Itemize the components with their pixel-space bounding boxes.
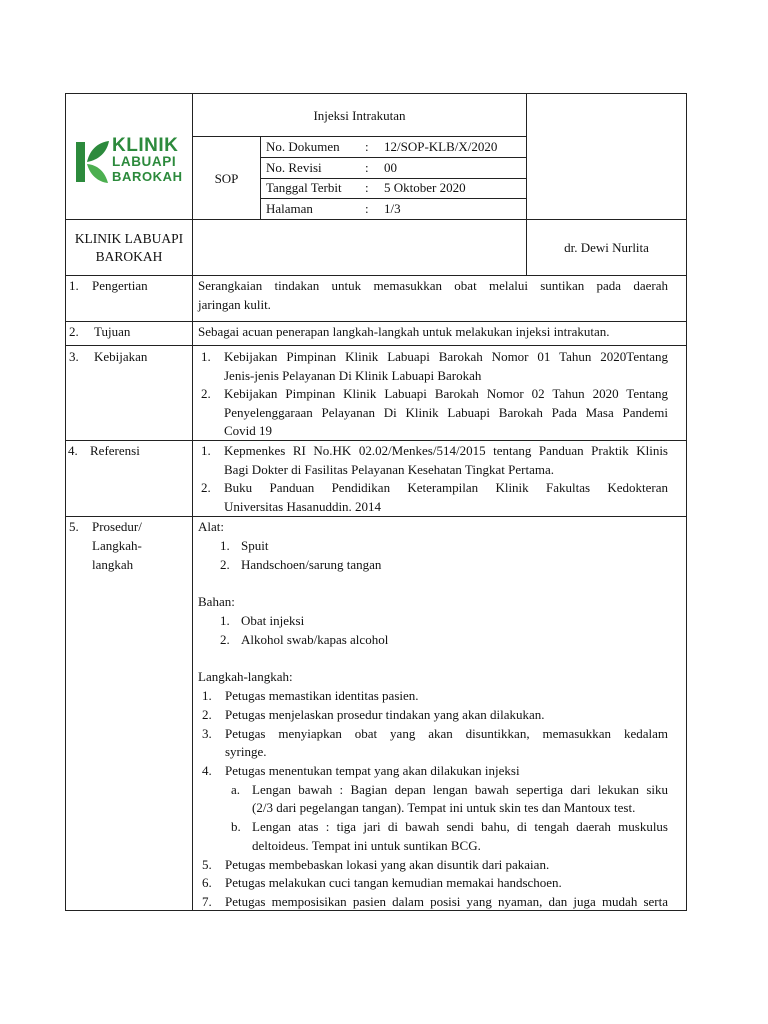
doc-field-label: Halaman [266,201,313,216]
bahan-item: Obat injeksi [241,613,305,628]
doc-field-sep: : [365,139,369,154]
org-name-line1: KLINIK LABUAPI [74,231,184,246]
list-marker: 1. [202,688,212,703]
list-marker: 6. [202,875,212,890]
doc-field-sep: : [365,201,369,216]
list-marker: 1. [201,349,211,364]
org-name-line2: BAROKAH [95,249,163,264]
list-marker: 1. [220,613,230,628]
list-marker: 3. [202,726,212,741]
doc-field-label: No. Revisi [266,160,322,175]
klinik-logo [74,136,192,186]
leaf-k-icon [74,138,110,186]
section-number: 4. [68,443,78,458]
langkah-substep: Lengan bawah : Bagian depan lengan bawah sepertiga dari lekukan siku [252,782,668,797]
tujuan-text: Sebagai acuan penerapan langkah-langkah untuk melakukan injeksi intrakutan. [198,324,610,339]
kebijakan-item2-line3: Covid 19 [224,423,273,438]
logo-text-labuapi: LABUAPI [112,154,177,169]
list-marker: 2. [201,386,211,401]
pengertian-text-line2: jaringan kulit. [198,297,271,312]
logo-text-barokah: BAROKAH [112,169,183,184]
section-number: 3. [69,349,79,364]
section-label-tujuan: Tujuan [94,324,131,339]
langkah-step: Petugas menentukan tempat yang akan dilakukan injeksi [225,763,520,778]
alat-heading: Alat: [198,519,224,534]
list-marker: 2. [202,707,212,722]
langkah-substep-cont: (2/3 dari pegelangan tangan). Tempat ini untuk skin tes dan Mantoux test. [252,800,636,815]
logo-text-klinik: KLINIK [112,135,179,156]
list-marker: 7. [202,894,212,909]
document-title: Injeksi Intrakutan [313,108,406,123]
doc-field-label: No. Dokumen [266,139,340,154]
list-marker: 2. [220,632,230,647]
table-border-right [686,93,687,911]
bahan-item: Alkohol swab/kapas alcohol [241,632,389,647]
sop-label: SOP [214,171,239,186]
langkah-step: Petugas menyiapkan obat yang akan disuntikkan, memasukkan kedalam [225,726,668,741]
langkah-step: Petugas melakukan cuci tangan kemudian memakai handschoen. [225,875,562,890]
langkah-substep-cont: deltoideus. Tempat ini untuk suntikan BCG. [252,838,481,853]
section-label-kebijakan: Kebijakan [94,349,148,364]
list-marker: 1. [201,443,211,458]
section-number: 5. [69,519,79,534]
langkah-step: Petugas memposisikan pasien dalam posisi yang nyaman, dan juga mudah serta [225,894,668,909]
langkah-step: Petugas menjelaskan prosedur tindakan yang akan dilakukan. [225,707,545,722]
bahan-heading: Bahan: [198,594,235,609]
kebijakan-item2-line1: Kebijakan Pimpinan Klinik Labuapi Barokah Nomor 02 Tahun 2020 Tentang [224,386,668,401]
alat-item: Spuit [241,538,269,553]
doc-field-value: 1/3 [384,201,401,216]
row-line-tujuan-end [65,345,687,346]
section-number: 1. [69,278,79,293]
list-marker: 5. [202,857,212,872]
list-marker: 1. [220,538,230,553]
row-line-header-end [65,219,687,220]
doc-field-value: 00 [384,160,397,175]
doc-field-sep: : [365,180,369,195]
langkah-step: Petugas memastikan identitas pasien. [225,688,419,703]
section-label-prosedur: Langkah- [92,538,142,553]
langkah-substep: Lengan atas : tiga jari di bawah sendi bahu, di tengah daerah muskulus [252,819,668,834]
doc-field-sep: : [365,160,369,175]
table-border-left [65,93,66,911]
section-label-prosedur: langkah [92,557,134,572]
table-border-top [65,93,687,94]
col-divider-main [192,93,193,911]
section-label-prosedur: Prosedur/ [92,519,142,534]
referensi-item2-line2: Universitas Hasanuddin. 2014 [224,499,382,514]
list-marker: a. [231,782,241,797]
referensi-item2-line1: Buku Panduan Pendidikan Keterampilan Klinik Fakultas Kedokteran [224,480,668,495]
referensi-item1-line2: Bagi Dokter di Fasilitas Pelayanan Kesehatan Tingkat Pertama. [224,462,554,477]
list-marker: 2. [220,557,230,572]
referensi-item1-line1: Kepmenkes RI No.HK 02.02/Menkes/514/2015 tentang Panduan Praktik Klinis [224,443,668,458]
section-label-pengertian: Pengertian [92,278,148,293]
kebijakan-item1-line2: Jenis-jenis Pelayanan Di Klinik Labuapi Barokah [224,368,482,383]
kebijakan-item1-line1: Kebijakan Pimpinan Klinik Labuapi Barokah Nomor 01 Tahun 2020Tentang [224,349,668,364]
doc-field-label: Tanggal Terbit [266,180,342,195]
alat-item: Handschoen/sarung tangan [241,557,382,572]
signatory-name: dr. Dewi Nurlita [564,240,649,255]
langkah-step: Petugas membebaskan lokasi yang akan disuntik dari pakaian. [225,857,550,872]
doc-field-value: 5 Oktober 2020 [384,180,466,195]
kebijakan-item2-line2: Penyelenggaraan Pelayanan Di Klinik Labuapi Barokah Pada Masa Pandemi [224,405,668,420]
list-marker: 4. [202,763,212,778]
section-number: 2. [69,324,79,339]
list-marker: 2. [201,480,211,495]
row-line-referensi-end [65,516,687,517]
doc-field-value: 12/SOP-KLB/X/2020 [384,139,498,154]
pengertian-text-line1: Serangkaian tindakan untuk memasukkan obat melalui suntikan pada daerah [198,278,668,293]
section-label-referensi: Referensi [90,443,140,458]
list-marker: b. [231,819,241,834]
langkah-heading: Langkah-langkah: [198,669,293,684]
langkah-step-cont: syringe. [225,744,267,759]
